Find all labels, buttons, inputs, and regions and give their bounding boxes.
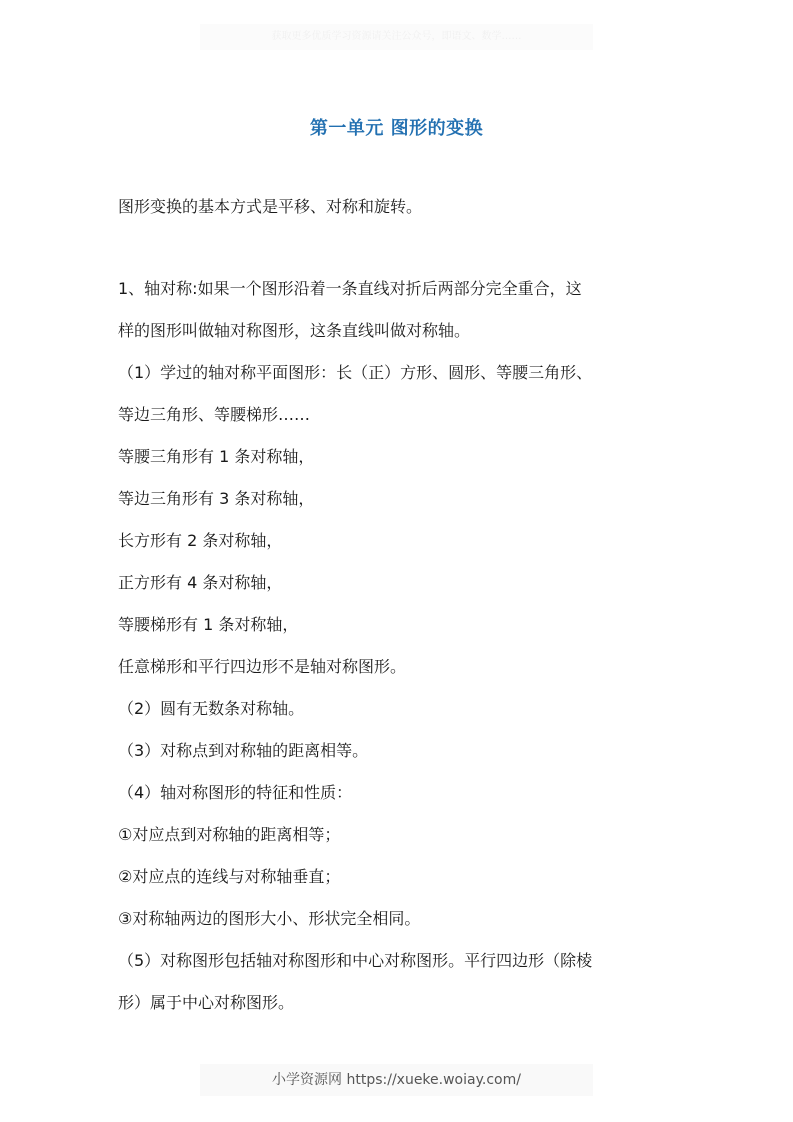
paragraph-line: 等边三角形、等腰梯形…… <box>118 405 311 424</box>
paragraph-line: 1、轴对称:如果一个图形沿着一条直线对折后两部分完全重合，这 <box>118 279 582 298</box>
paragraph-line: 任意梯形和平行四边形不是轴对称图形。 <box>118 657 407 676</box>
paragraph-line: （4）轴对称图形的特征和性质： <box>118 783 353 802</box>
paragraph-line: 等边三角形有 3 条对称轴， <box>118 489 315 508</box>
paragraph-line: 正方形有 4 条对称轴， <box>118 573 283 592</box>
document-title: 第一单元 图形的变换 <box>309 118 484 140</box>
paragraph-line: ①对应点到对称轴的距离相等； <box>118 825 341 844</box>
paragraph-line: ②对应点的连线与对称轴垂直； <box>118 867 341 886</box>
paragraph-line: （2）圆有无数条对称轴。 <box>118 699 305 718</box>
paragraph-line: 等腰梯形有 1 条对称轴， <box>118 615 299 634</box>
section-spacer <box>118 228 683 268</box>
paragraph-line: （5）对称图形包括轴对称图形和中心对称图形。平行四边形（除棱 <box>118 951 593 970</box>
paragraph-line: （3）对称点到对称轴的距离相等。 <box>118 741 369 760</box>
paragraph-line: 样的图形叫做轴对称图形，这条直线叫做对称轴。 <box>118 321 471 340</box>
intro-paragraph: 图形变换的基本方式是平移、对称和旋转。 <box>118 197 423 216</box>
paragraph-line: 形）属于中心对称图形。 <box>118 993 295 1012</box>
paragraph-line: ③对称轴两边的图形大小、形状完全相同。 <box>118 909 421 928</box>
paragraph-line: 长方形有 2 条对称轴， <box>118 531 283 550</box>
header-watermark-band <box>200 24 593 50</box>
document-body <box>118 186 683 1024</box>
footer-band <box>200 1064 593 1096</box>
paragraph-line: （1）学过的轴对称平面图形：长（正）方形、圆形、等腰三角形、 <box>118 363 593 382</box>
footer-site-link[interactable]: 小学资源网 https://xueke.woiay.com/ <box>272 1072 521 1088</box>
paragraph-line: 等腰三角形有 1 条对称轴， <box>118 447 315 466</box>
header-watermark-text: 获取更多优质学习资源请关注公众号，即语文、数学…… <box>271 31 522 42</box>
